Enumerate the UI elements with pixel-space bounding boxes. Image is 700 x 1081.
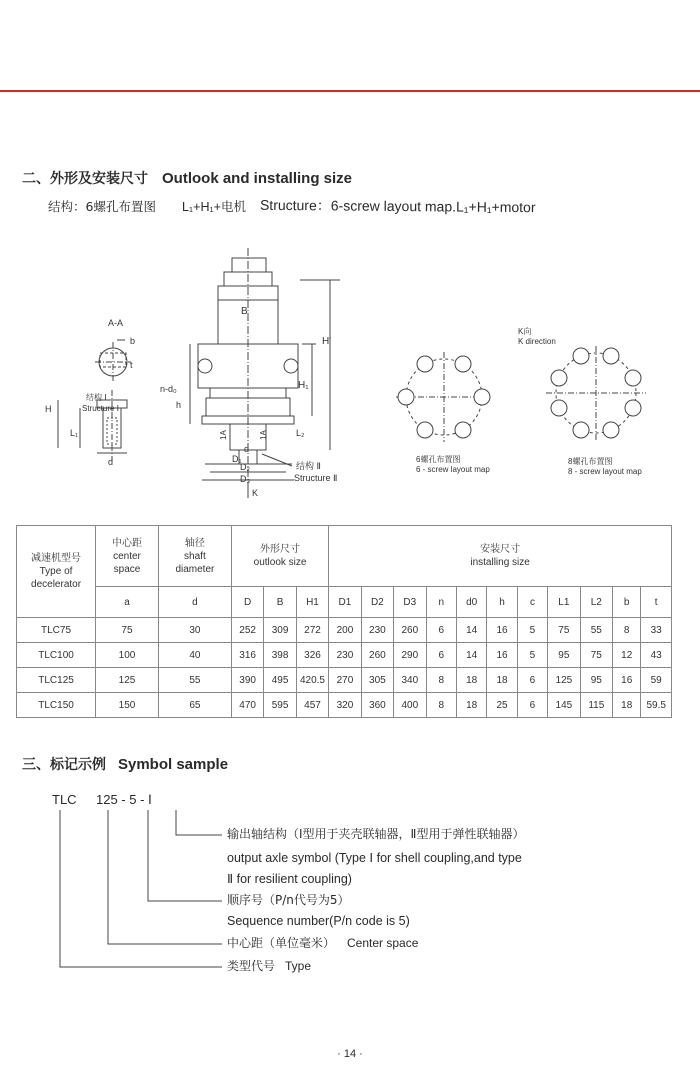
structure-caption-en: Structure：6-screw layout map.L₁+H₁+motor bbox=[259, 196, 536, 216]
value-cell: 326 bbox=[296, 643, 328, 668]
symbol-title-en: Symbol sample bbox=[118, 756, 229, 773]
value-cell: 30 bbox=[158, 618, 231, 643]
header-model: 减速机型号 Type of decelerator bbox=[17, 526, 96, 618]
label-b: b bbox=[130, 336, 136, 346]
value-cell: 75 bbox=[580, 643, 612, 668]
table-row bbox=[17, 618, 672, 643]
value-cell: 115 bbox=[580, 693, 612, 718]
label-structure1-en: Structure Ⅰ bbox=[82, 404, 120, 413]
value-cell: 59.5 bbox=[641, 693, 672, 718]
col-c: c bbox=[517, 587, 547, 618]
value-cell: 260 bbox=[361, 643, 393, 668]
label-nd0: n-d₀ bbox=[160, 384, 177, 394]
value-cell: 270 bbox=[329, 668, 361, 693]
label-map6-cn: 6螺孔布置图 bbox=[416, 455, 461, 464]
table-row bbox=[17, 668, 672, 693]
symbol-line-5: Sequence number(P/n code is 5) bbox=[227, 914, 410, 928]
value-cell: 230 bbox=[361, 618, 393, 643]
value-cell: 75 bbox=[548, 618, 580, 643]
col-L1: L1 bbox=[548, 587, 580, 618]
value-cell: 400 bbox=[394, 693, 426, 718]
value-cell: 360 bbox=[361, 693, 393, 718]
value-cell: 260 bbox=[394, 618, 426, 643]
label-B: B bbox=[241, 306, 248, 317]
label-h: h bbox=[176, 400, 182, 410]
section-heading-symbol bbox=[22, 754, 228, 774]
label-structure1-cn: 结构 Ⅰ bbox=[86, 393, 107, 402]
value-cell: 75 bbox=[96, 618, 159, 643]
table-header-row bbox=[17, 526, 672, 587]
symbol-line-3: Ⅱ for resilient coupling) bbox=[227, 872, 352, 886]
value-cell: 390 bbox=[231, 668, 263, 693]
technical-drawing bbox=[0, 240, 700, 510]
structure-caption bbox=[48, 196, 536, 216]
section-aa-view bbox=[45, 318, 135, 467]
col-D3: D3 bbox=[394, 587, 426, 618]
value-cell: 420.5 bbox=[296, 668, 328, 693]
value-cell: 125 bbox=[548, 668, 580, 693]
header-rule bbox=[0, 90, 700, 92]
table-column-row bbox=[17, 587, 672, 618]
model-cell: TLC125 bbox=[17, 668, 96, 693]
value-cell: 6 bbox=[517, 693, 547, 718]
symbol-code-rest: 125 - 5 - Ⅰ bbox=[96, 792, 152, 807]
col-a: a bbox=[96, 587, 159, 618]
col-D2: D2 bbox=[361, 587, 393, 618]
symbol-sample bbox=[0, 780, 700, 990]
table-row bbox=[17, 643, 672, 668]
label-H: H bbox=[45, 404, 52, 414]
label-Hprime: H' bbox=[322, 336, 332, 347]
value-cell: 309 bbox=[264, 618, 296, 643]
col-H1: H1 bbox=[296, 587, 328, 618]
label-kdir-en: K direction bbox=[518, 337, 556, 346]
symbol-title-cn: 三、标记示例 bbox=[22, 757, 106, 773]
section-title-cn: 二、外形及安装尺寸 bbox=[22, 171, 148, 187]
symbol-line-7: 类型代号 Type bbox=[227, 959, 312, 973]
value-cell: 8 bbox=[426, 668, 456, 693]
col-D: D bbox=[231, 587, 263, 618]
structure-formula: L₁+H₁+电机 bbox=[181, 200, 246, 214]
label-structure2-cn: 结构 Ⅱ bbox=[296, 461, 321, 471]
label-d-small: d bbox=[108, 457, 114, 467]
col-L2: L2 bbox=[580, 587, 612, 618]
label-map6-en: 6 - screw layout map bbox=[416, 465, 490, 474]
label-H1: H₁ bbox=[298, 380, 309, 391]
label-D2: D₂ bbox=[240, 462, 250, 472]
value-cell: 65 bbox=[158, 693, 231, 718]
value-cell: 5 bbox=[517, 643, 547, 668]
value-cell: 12 bbox=[613, 643, 641, 668]
col-D1: D1 bbox=[329, 587, 361, 618]
value-cell: 320 bbox=[329, 693, 361, 718]
dimension-table bbox=[16, 525, 672, 718]
col-d: d bbox=[158, 587, 231, 618]
col-b: b bbox=[613, 587, 641, 618]
label-K: K bbox=[252, 488, 259, 498]
label-1a-right: 1A bbox=[259, 430, 268, 440]
value-cell: 272 bbox=[296, 618, 328, 643]
model-cell: TLC100 bbox=[17, 643, 96, 668]
table-row bbox=[17, 693, 672, 718]
model-cell: TLC150 bbox=[17, 693, 96, 718]
value-cell: 14 bbox=[456, 643, 486, 668]
value-cell: 290 bbox=[394, 643, 426, 668]
label-L1: L₁ bbox=[70, 428, 79, 438]
value-cell: 200 bbox=[329, 618, 361, 643]
value-cell: 457 bbox=[296, 693, 328, 718]
dimension-table-body bbox=[17, 618, 672, 718]
label-kdir-cn: K向 bbox=[518, 327, 532, 336]
label-map8-cn: 8螺孔布置图 bbox=[568, 457, 613, 466]
value-cell: 16 bbox=[613, 668, 641, 693]
col-t: t bbox=[641, 587, 672, 618]
label-D1: D₁ bbox=[232, 454, 242, 464]
value-cell: 150 bbox=[96, 693, 159, 718]
value-cell: 40 bbox=[158, 643, 231, 668]
value-cell: 95 bbox=[548, 643, 580, 668]
value-cell: 16 bbox=[487, 643, 517, 668]
value-cell: 18 bbox=[613, 693, 641, 718]
value-cell: 6 bbox=[426, 618, 456, 643]
value-cell: 43 bbox=[641, 643, 672, 668]
symbol-line-6: 中心距（单位毫米） Center space bbox=[227, 936, 419, 950]
value-cell: 14 bbox=[456, 618, 486, 643]
page-number: · 14 · bbox=[337, 1048, 363, 1060]
eight-screw-layout-map bbox=[546, 346, 646, 476]
col-d0: d0 bbox=[456, 587, 486, 618]
section-title-en: Outlook and installing size bbox=[162, 170, 353, 187]
structure-caption-cn: 结构：6螺孔布置图 bbox=[48, 199, 156, 214]
label-1a-left: 1A bbox=[219, 430, 228, 440]
header-outlook-size: 外形尺寸 outlook size bbox=[231, 526, 328, 587]
label-map8-en: 8 - screw layout map bbox=[568, 467, 642, 476]
dimension-table-wrapper bbox=[16, 525, 672, 718]
value-cell: 495 bbox=[264, 668, 296, 693]
header-center-space: 中心距 center space bbox=[96, 526, 159, 587]
label-t: t bbox=[130, 360, 133, 370]
value-cell: 252 bbox=[231, 618, 263, 643]
value-cell: 95 bbox=[580, 668, 612, 693]
header-installing-size: 安装尺寸 installing size bbox=[329, 526, 672, 587]
value-cell: 33 bbox=[641, 618, 672, 643]
header-shaft-diameter: 轴径 shaft diameter bbox=[158, 526, 231, 587]
value-cell: 316 bbox=[231, 643, 263, 668]
label-structure2-en: Structure Ⅱ bbox=[294, 473, 338, 483]
value-cell: 55 bbox=[580, 618, 612, 643]
value-cell: 18 bbox=[456, 693, 486, 718]
value-cell: 145 bbox=[548, 693, 580, 718]
six-screw-layout-map bbox=[396, 352, 492, 474]
value-cell: 230 bbox=[329, 643, 361, 668]
value-cell: 470 bbox=[231, 693, 263, 718]
col-B: B bbox=[264, 587, 296, 618]
label-D3: D₃ bbox=[240, 474, 251, 484]
value-cell: 595 bbox=[264, 693, 296, 718]
value-cell: 25 bbox=[487, 693, 517, 718]
label-L2: L₂ bbox=[296, 428, 305, 438]
symbol-line-1: 输出轴结构（Ⅰ型用于夹壳联轴器，Ⅱ型用于弹性联轴器） bbox=[227, 827, 525, 841]
value-cell: 6 bbox=[517, 668, 547, 693]
value-cell: 55 bbox=[158, 668, 231, 693]
label-d: d bbox=[244, 444, 250, 454]
symbol-line-4: 顺序号（P/n代号为5） bbox=[227, 893, 350, 907]
label-aa: A-A bbox=[108, 318, 124, 328]
symbol-code-type: TLC bbox=[52, 792, 77, 807]
value-cell: 305 bbox=[361, 668, 393, 693]
value-cell: 398 bbox=[264, 643, 296, 668]
value-cell: 16 bbox=[487, 618, 517, 643]
value-cell: 18 bbox=[456, 668, 486, 693]
value-cell: 18 bbox=[487, 668, 517, 693]
col-n: n bbox=[426, 587, 456, 618]
symbol-line-2: output axle symbol (Type Ⅰ for shell coupling,and type bbox=[227, 851, 522, 865]
value-cell: 5 bbox=[517, 618, 547, 643]
main-elevation-view bbox=[160, 248, 340, 498]
value-cell: 125 bbox=[96, 668, 159, 693]
model-cell: TLC75 bbox=[17, 618, 96, 643]
value-cell: 8 bbox=[426, 693, 456, 718]
value-cell: 340 bbox=[394, 668, 426, 693]
col-h: h bbox=[487, 587, 517, 618]
value-cell: 8 bbox=[613, 618, 641, 643]
value-cell: 6 bbox=[426, 643, 456, 668]
value-cell: 59 bbox=[641, 668, 672, 693]
section-heading-outlook bbox=[22, 168, 352, 188]
value-cell: 100 bbox=[96, 643, 159, 668]
